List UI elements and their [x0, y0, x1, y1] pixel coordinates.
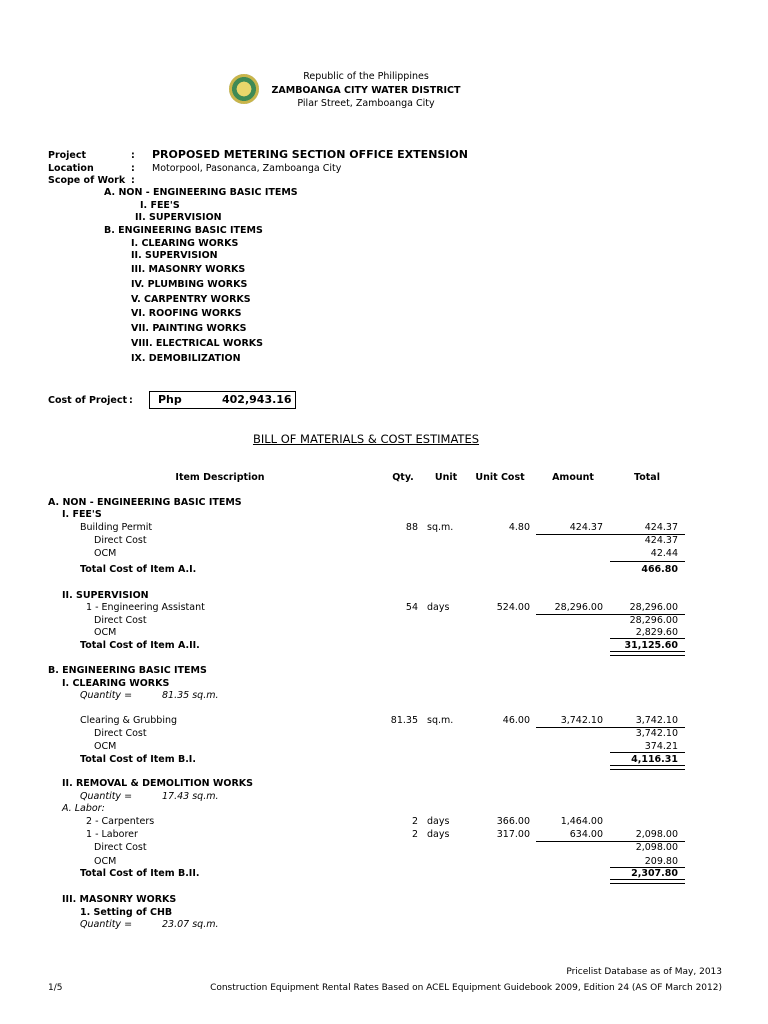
bom-title: BILL OF MATERIALS & COST ESTIMATES	[252, 432, 480, 446]
col-header-amount: Amount	[552, 472, 594, 483]
scope-b-item: III. MASONRY WORKS	[131, 264, 246, 275]
total-rule	[610, 752, 685, 753]
direct-cost-value: 2,098.00	[635, 842, 678, 853]
table-row-desc: 1 - Laborer	[86, 829, 138, 840]
scope-a-title: A. NON - ENGINEERING BASIC ITEMS	[104, 187, 298, 198]
direct-cost-value: 3,742.10	[635, 728, 678, 739]
quantity-label: Quantity =	[80, 919, 133, 930]
col-header-unit: Unit	[434, 472, 458, 483]
table-row-unit-cost: 366.00	[496, 816, 530, 827]
table-row-total: 424.37	[644, 522, 678, 533]
grand-total-rule	[610, 765, 685, 770]
total-value: 2,307.80	[631, 868, 678, 879]
table-row-qty: 2	[411, 816, 418, 827]
table-row-unit-cost: 524.00	[496, 602, 530, 613]
section-a1-title: I. FEE'S	[62, 509, 102, 520]
table-row-unit: days	[427, 829, 450, 840]
subsection-title: 1. Setting of CHB	[80, 907, 173, 918]
total-label: Total Cost of Item B.II.	[80, 868, 200, 879]
quantity-value: 23.07 sq.m.	[162, 919, 219, 930]
table-row-unit-cost: 317.00	[496, 829, 530, 840]
total-value: 466.80	[641, 564, 678, 575]
header-agency: ZAMBOANGA CITY WATER DISTRICT	[271, 85, 461, 96]
total-value: 4,116.31	[631, 754, 678, 765]
table-row-total: 3,742.10	[635, 715, 678, 726]
ocm-value: 2,829.60	[635, 627, 678, 638]
col-header-total: Total	[634, 472, 660, 483]
table-row-unit-cost: 4.80	[508, 522, 530, 533]
table-row-amount: 1,464.00	[560, 816, 603, 827]
section-b3-title: III. MASONRY WORKS	[62, 894, 177, 905]
header-address: Pilar Street, Zamboanga City	[297, 98, 435, 109]
table-row-amount: 28,296.00	[554, 602, 603, 613]
table-row-qty: 54	[405, 602, 418, 613]
table-row-total: 28,296.00	[629, 602, 678, 613]
scope-b-item: I. CLEARING WORKS	[131, 238, 239, 249]
project-colon: :	[131, 150, 135, 161]
ocm-value: 42.44	[650, 548, 678, 559]
total-label: Total Cost of Item A.I.	[80, 564, 197, 575]
table-row-unit: sq.m.	[427, 715, 454, 726]
section-a2-title: II. SUPERVISION	[62, 590, 149, 601]
ocm-label: OCM	[94, 856, 117, 867]
total-value: 31,125.60	[624, 640, 678, 651]
table-row-amount: 634.00	[569, 829, 603, 840]
direct-cost-label: Direct Cost	[94, 728, 147, 739]
grand-total-rule	[610, 879, 685, 884]
col-header-description: Item Description	[175, 472, 265, 483]
scope-b-item: IX. DEMOBILIZATION	[131, 353, 241, 364]
quantity-label: Quantity =	[80, 690, 133, 701]
ocm-label: OCM	[94, 741, 117, 752]
scope-b-item: VI. ROOFING WORKS	[131, 308, 242, 319]
section-b2-title: II. REMOVAL & DEMOLITION WORKS	[62, 778, 253, 789]
location-colon: :	[131, 163, 135, 174]
total-label: Total Cost of Item A.II.	[80, 640, 200, 651]
quantity-value: 81.35 sq.m.	[162, 690, 219, 701]
total-rule	[610, 638, 685, 639]
scope-b-title: B. ENGINEERING BASIC ITEMS	[104, 225, 263, 236]
project-value: PROPOSED METERING SECTION OFFICE EXTENSION	[152, 148, 468, 161]
table-row-desc: 2 - Carpenters	[86, 816, 155, 827]
grand-total-rule	[610, 651, 685, 656]
location-value: Motorpool, Pasonanca, Zamboanga City	[152, 163, 342, 174]
table-row-unit-cost: 46.00	[502, 715, 530, 726]
cost-colon: :	[129, 395, 133, 406]
scope-b-item: II. SUPERVISION	[131, 250, 218, 261]
table-row-unit: days	[427, 816, 450, 827]
quantity-value: 17.43 sq.m.	[162, 791, 219, 802]
total-rule	[610, 561, 685, 562]
cost-currency: Php	[158, 393, 182, 406]
direct-cost-label: Direct Cost	[94, 615, 147, 626]
col-header-unit-cost: Unit Cost	[475, 472, 525, 483]
ocm-label: OCM	[94, 627, 117, 638]
scope-label: Scope of Work	[48, 175, 126, 186]
table-row-unit: days	[427, 602, 450, 613]
col-header-qty: Qty.	[392, 472, 414, 483]
table-row-unit: sq.m.	[427, 522, 454, 533]
scope-b-item: VIII. ELECTRICAL WORKS	[131, 338, 263, 349]
cost-value: 402,943.16	[222, 393, 292, 406]
table-row-desc: Clearing & Grubbing	[80, 715, 178, 726]
section-a-title: A. NON - ENGINEERING BASIC ITEMS	[48, 497, 242, 508]
table-row-total: 2,098.00	[635, 829, 678, 840]
project-label: Project	[48, 150, 87, 161]
scope-b-item: V. CARPENTRY WORKS	[131, 294, 251, 305]
scope-a-item: II. SUPERVISION	[135, 212, 222, 223]
table-row-qty: 2	[411, 829, 418, 840]
footer-rates-note: Construction Equipment Rental Rates Based on ACEL Equipment Guidebook 2009, Edition 24 (AS OF March 2012)	[210, 983, 722, 993]
zcwd-seal-icon	[229, 74, 259, 104]
scope-a-item: I. FEE'S	[140, 200, 180, 211]
footer-page-number: 1/5	[48, 983, 63, 993]
location-label: Location	[48, 163, 94, 174]
table-row-amount: 3,742.10	[560, 715, 603, 726]
section-b1-title: I. CLEARING WORKS	[62, 678, 170, 689]
header-republic: Republic of the Philippines	[303, 71, 429, 82]
labor-label: A. Labor:	[62, 803, 105, 814]
table-row-qty: 81.35	[390, 715, 418, 726]
scope-colon: :	[131, 175, 135, 186]
table-row-qty: 88	[405, 522, 418, 533]
table-row-desc: Building Permit	[80, 522, 153, 533]
direct-cost-label: Direct Cost	[94, 535, 147, 546]
direct-cost-value: 424.37	[644, 535, 678, 546]
footer-pricelist: Pricelist Database as of May, 2013	[566, 967, 722, 977]
cost-label: Cost of Project	[48, 395, 128, 406]
ocm-label: OCM	[94, 548, 117, 559]
ocm-value: 374.21	[644, 741, 678, 752]
scope-b-item: VII. PAINTING WORKS	[131, 323, 247, 334]
section-b-title: B. ENGINEERING BASIC ITEMS	[48, 665, 207, 676]
total-label: Total Cost of Item B.I.	[80, 754, 196, 765]
ocm-value: 209.80	[644, 856, 678, 867]
direct-cost-label: Direct Cost	[94, 842, 147, 853]
table-row-amount: 424.37	[569, 522, 603, 533]
scope-b-item: IV. PLUMBING WORKS	[131, 279, 248, 290]
quantity-label: Quantity =	[80, 791, 133, 802]
table-row-desc: 1 - Engineering Assistant	[86, 602, 205, 613]
direct-cost-value: 28,296.00	[629, 615, 678, 626]
